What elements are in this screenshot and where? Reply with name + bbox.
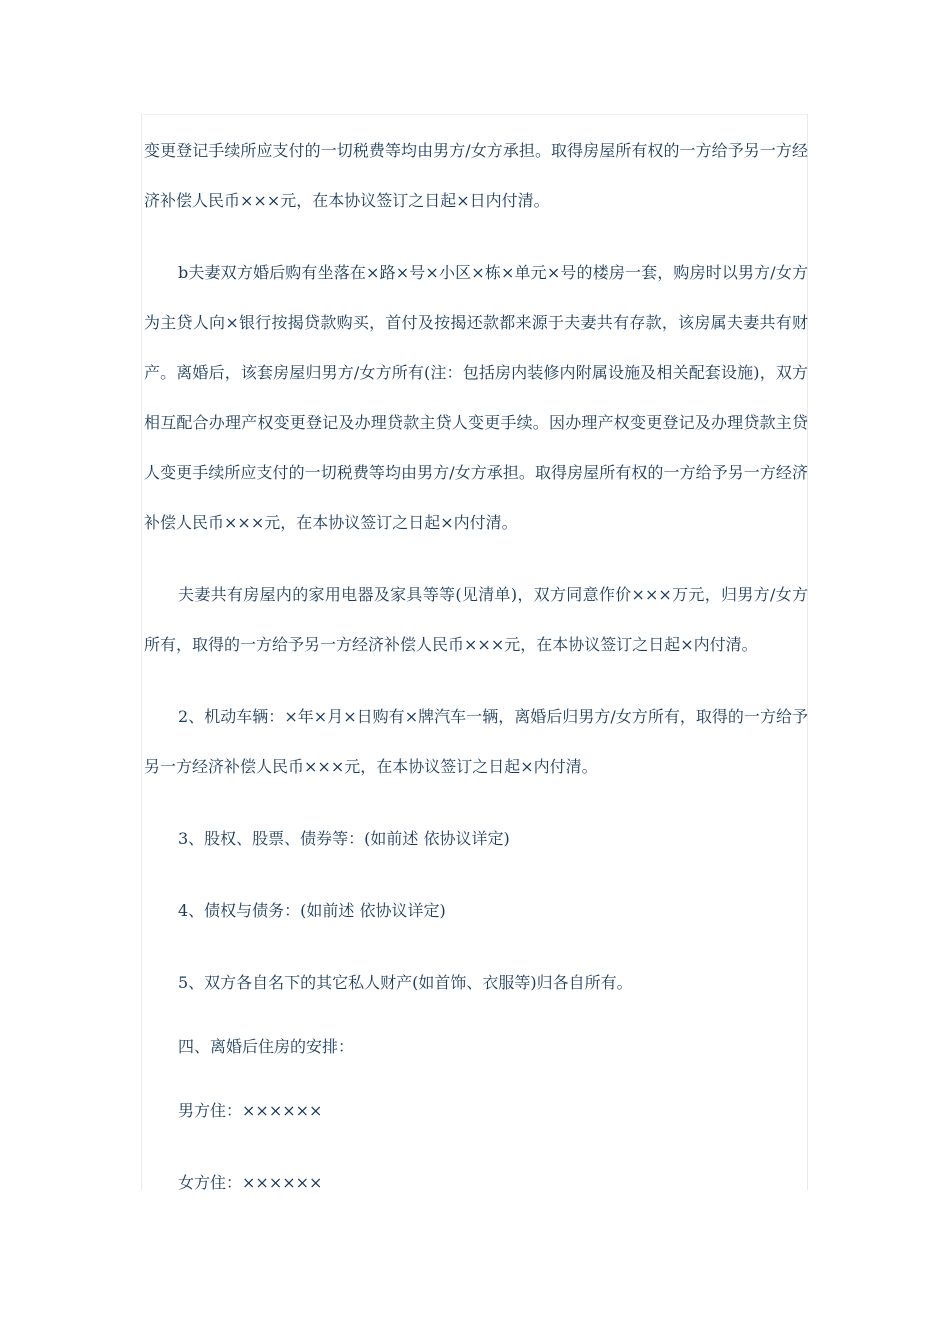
- paragraph-debts: 4、债权与债务：(如前述 依协议详定): [178, 901, 446, 920]
- paragraph-house-a-continued: 变更登记手续所应支付的一切税费等均由男方/女方承担。取得房屋所有权的一方给予另一方经济补偿人民币×××元，在本协议签订之日起×日内付清。: [144, 141, 808, 210]
- paragraph-house-b: b夫妻双方婚后购有坐落在×路×号×小区×栋×单元×号的楼房一套，购房时以男方/女方为主贷人向×银行按揭贷款购买，首付及按揭还款都来源于夫妻共有存款，该房属夫妻共有财产。离婚后，该套房屋归男方/女方所有(注：包括房内装修内附属设施及相关配套设施)，双方相互配合办理产权变更登记及办理贷款主贷人变更手续。因办理产权变更登记及办理贷款主贷人变更手续所应支付的一切税费等均由男方/女方承担。取得房屋所有权的一方给予另一方经济补偿人民币×××元，在本协议签订之日起×内付清。: [144, 263, 808, 532]
- paragraph-household-items: 夫妻共有房屋内的家用电器及家具等等(见清单)，双方同意作价×××万元，归男方/女方所有，取得的一方给予另一方经济补偿人民币×××元，在本协议签订之日起×内付清。: [144, 585, 808, 654]
- paragraph-stocks: 3、股权、股票、债券等：(如前述 依协议详定): [178, 829, 510, 848]
- paragraph-vehicle: 2、机动车辆：×年×月×日购有×牌汽车一辆，离婚后归男方/女方所有，取得的一方给予另一方经济补偿人民币×××元，在本协议签订之日起×内付清。: [144, 707, 808, 776]
- document-body: [144, 126, 808, 1208]
- male-residence: 男方住：××××××: [178, 1101, 323, 1120]
- section-heading-housing: 四、离婚后住房的安排：: [178, 1037, 355, 1056]
- female-residence: 女方住：××××××: [178, 1173, 323, 1192]
- paragraph-private-property: 5、双方各自名下的其它私人财产(如首饰、衣服等)归各自所有。: [178, 973, 633, 992]
